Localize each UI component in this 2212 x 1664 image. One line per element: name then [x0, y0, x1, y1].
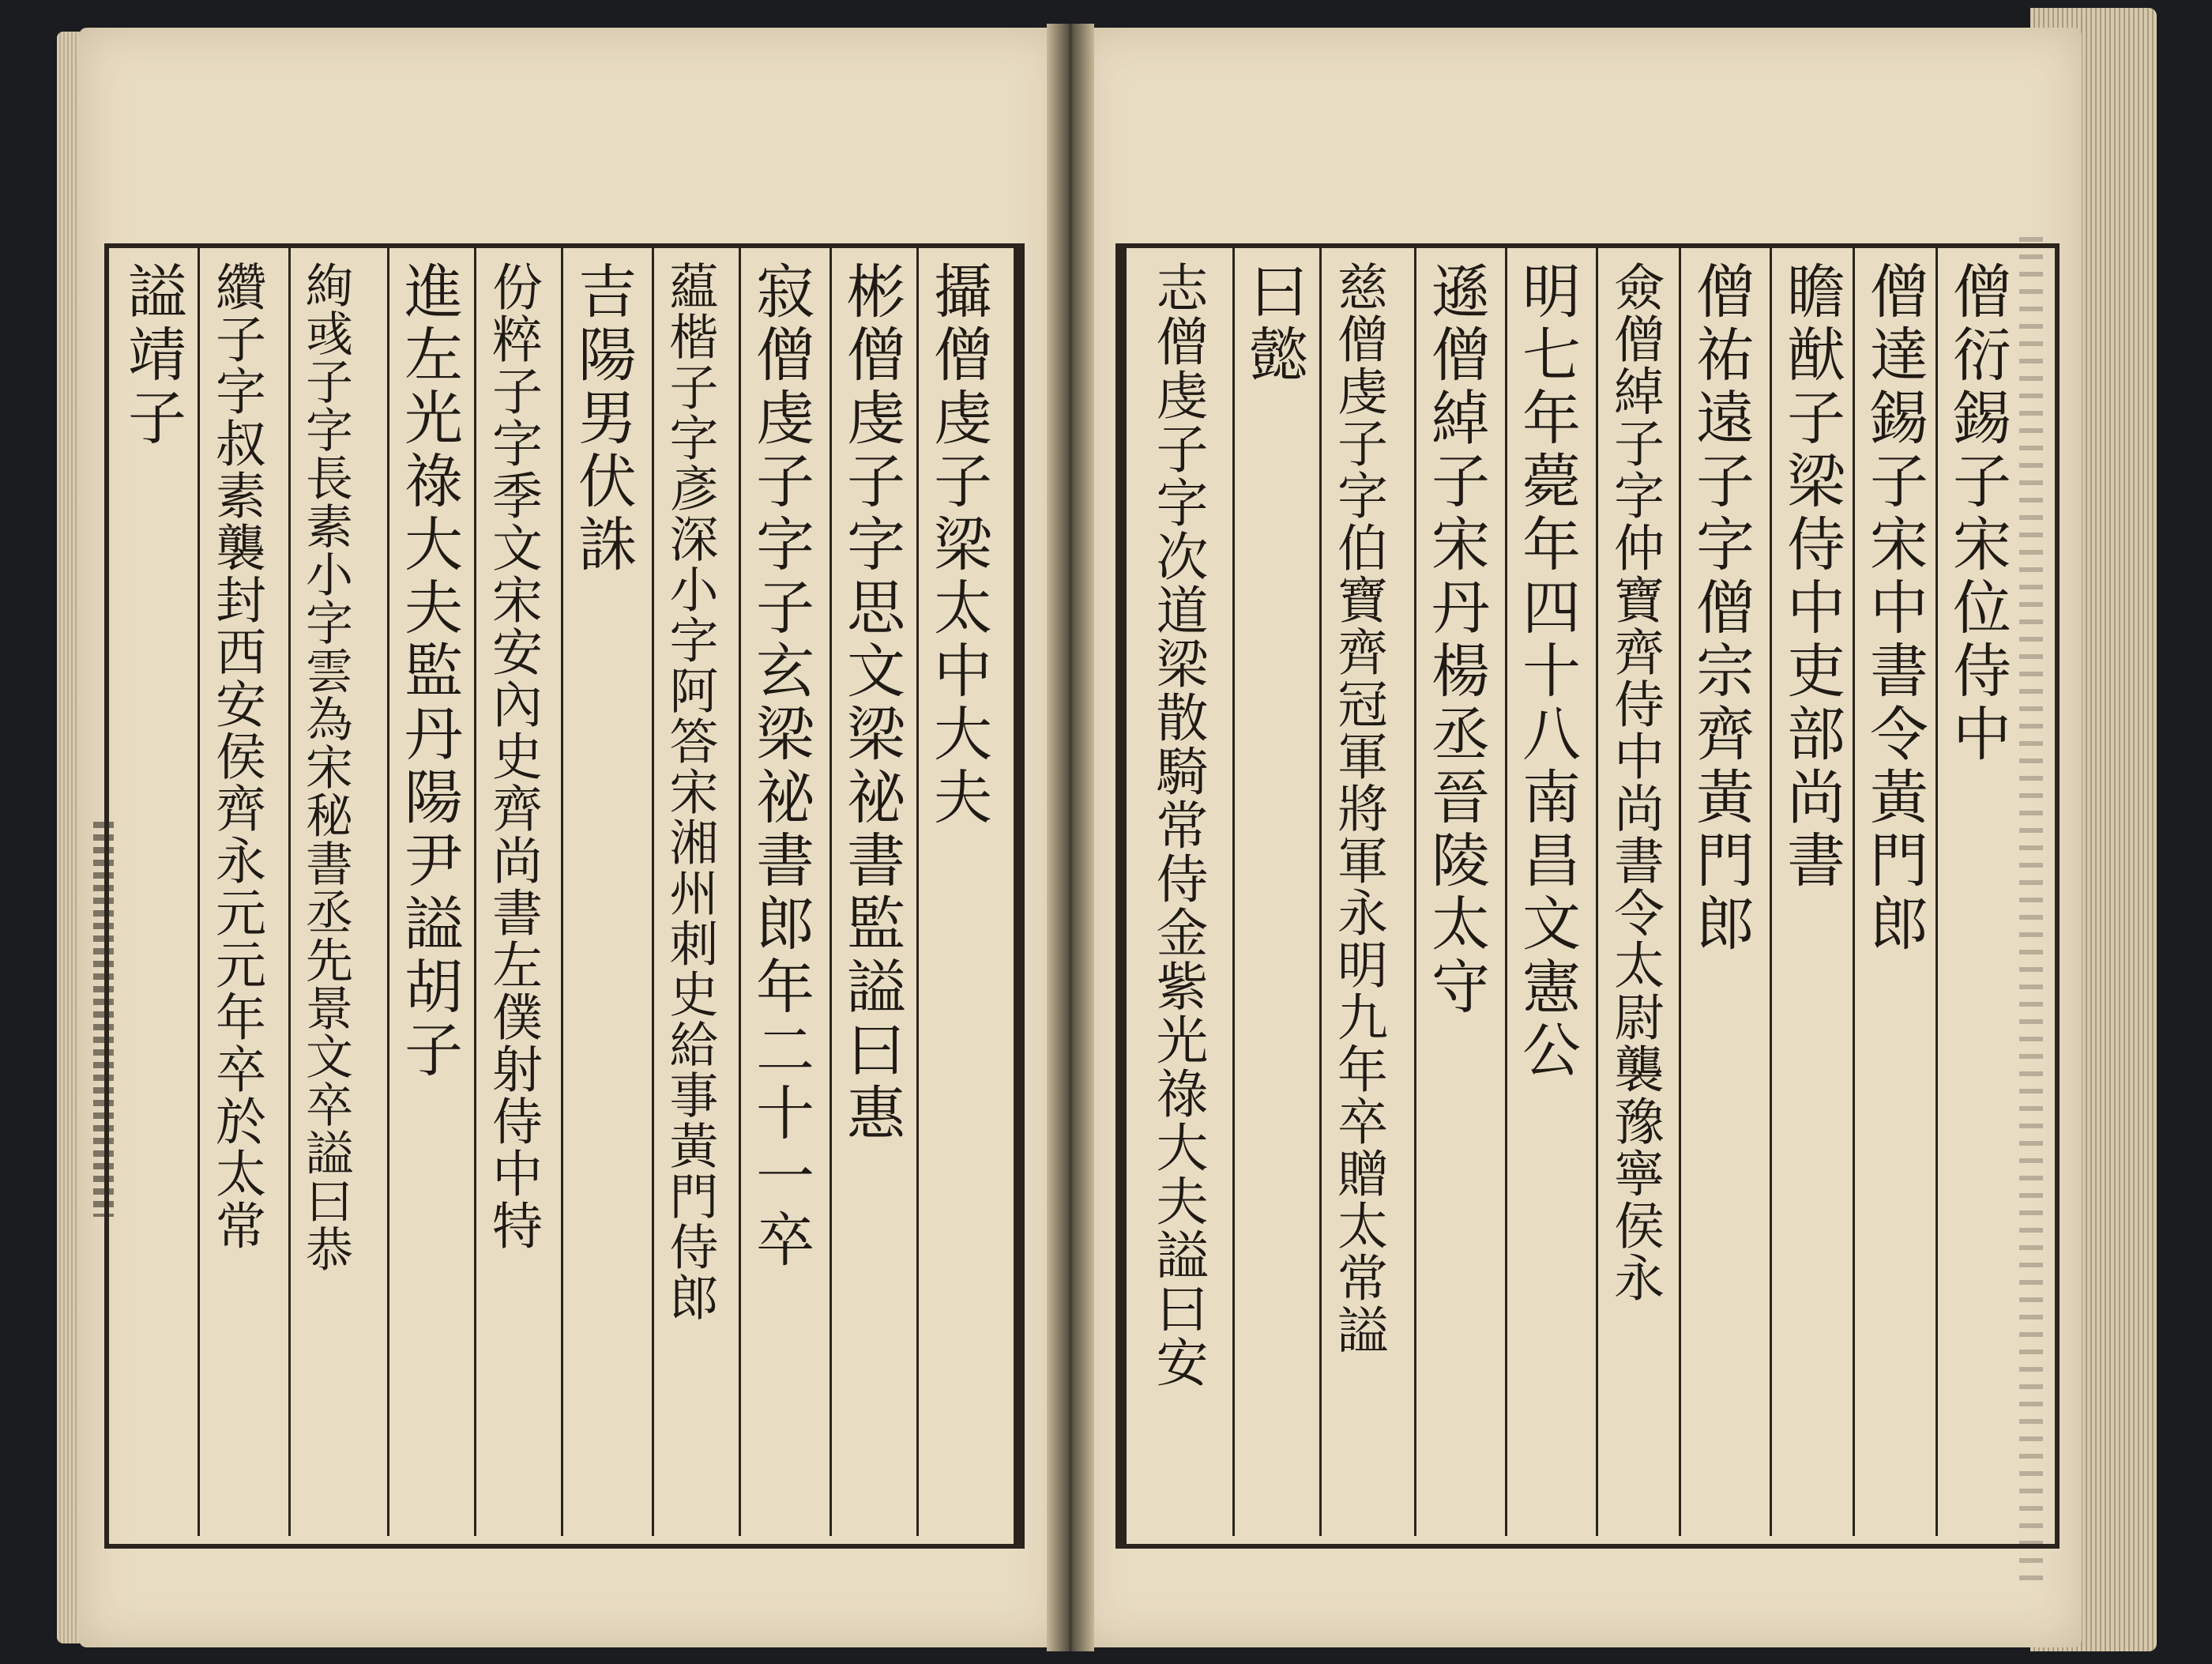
text-column: 瞻猷子梁侍中吏部尚書 — [1778, 261, 1845, 893]
text-column: 藴楷子字彥深小字阿答宋湘州刺史給事黃門侍郎 — [661, 261, 719, 1323]
column-rule — [1770, 248, 1772, 1536]
column-rule — [474, 248, 476, 1536]
book-gutter — [1047, 24, 1094, 1651]
column-rule — [1319, 248, 1322, 1536]
column-rule — [830, 248, 832, 1536]
column-rule — [1596, 248, 1598, 1536]
column-rule — [288, 248, 291, 1536]
text-column: 份粹子字季文宋安內史齊尚書左僕射侍中特 — [483, 261, 542, 1252]
text-column: 纘子字叔素襲封西安侯齊永元元年卒於太常 — [207, 261, 265, 1252]
column-rule — [1232, 248, 1235, 1536]
text-column: 吉陽男伏誅 — [569, 261, 637, 577]
text-column: 慈僧虔子字伯寶齊冠軍將軍永明九年卒贈太常謚 — [1329, 261, 1387, 1356]
text-column: 明七年薨年四十八南昌文憲公 — [1513, 261, 1581, 1082]
column-rule — [561, 248, 563, 1536]
text-column: 謚靖子 — [118, 261, 186, 450]
text-column: 攝僧虔子梁太中大夫 — [924, 261, 992, 830]
text-column: 遜僧綽子宋丹楊丞晉陵太守 — [1422, 261, 1490, 1019]
text-column: 彬僧虔子字思文梁祕書監謚曰惠 — [837, 261, 905, 1146]
text-column: 僧衍錫子宋位侍中 — [1943, 261, 2011, 766]
text-column: 寂僧虔子字子玄梁祕書郎年二十一卒 — [747, 261, 814, 1272]
left-margin-mark — [93, 822, 114, 1217]
text-column: 僧祐遠子字僧宗齊黃門郎 — [1687, 261, 1755, 956]
column-rule — [1414, 248, 1416, 1536]
column-rule — [387, 248, 389, 1536]
text-column: 曰懿 — [1240, 261, 1308, 387]
column-rule — [1936, 248, 1938, 1536]
text-column: 絢彧子字長素小字雲為宋秘書丞先景文卒謚曰恭 — [298, 261, 353, 1273]
column-rule — [652, 248, 654, 1536]
text-column: 志僧虔子字次道梁散騎常侍金紫光祿大夫謚曰安 — [1147, 261, 1208, 1389]
column-rule — [198, 248, 200, 1536]
text-column: 進左光祿大夫監丹陽尹謚胡子 — [395, 261, 463, 1082]
column-rule — [1679, 248, 1681, 1536]
column-rule — [916, 248, 919, 1536]
text-column: 僉僧綽子字仲寶齊侍中尚書令太尉襲豫寧侯永 — [1605, 261, 1664, 1304]
column-rule — [1505, 248, 1507, 1536]
text-column: 僧達錫子宋中書令黃門郎 — [1860, 261, 1928, 956]
right-margin-mark — [2019, 237, 2043, 1580]
column-rule — [1853, 248, 1855, 1536]
column-rule — [739, 248, 741, 1536]
